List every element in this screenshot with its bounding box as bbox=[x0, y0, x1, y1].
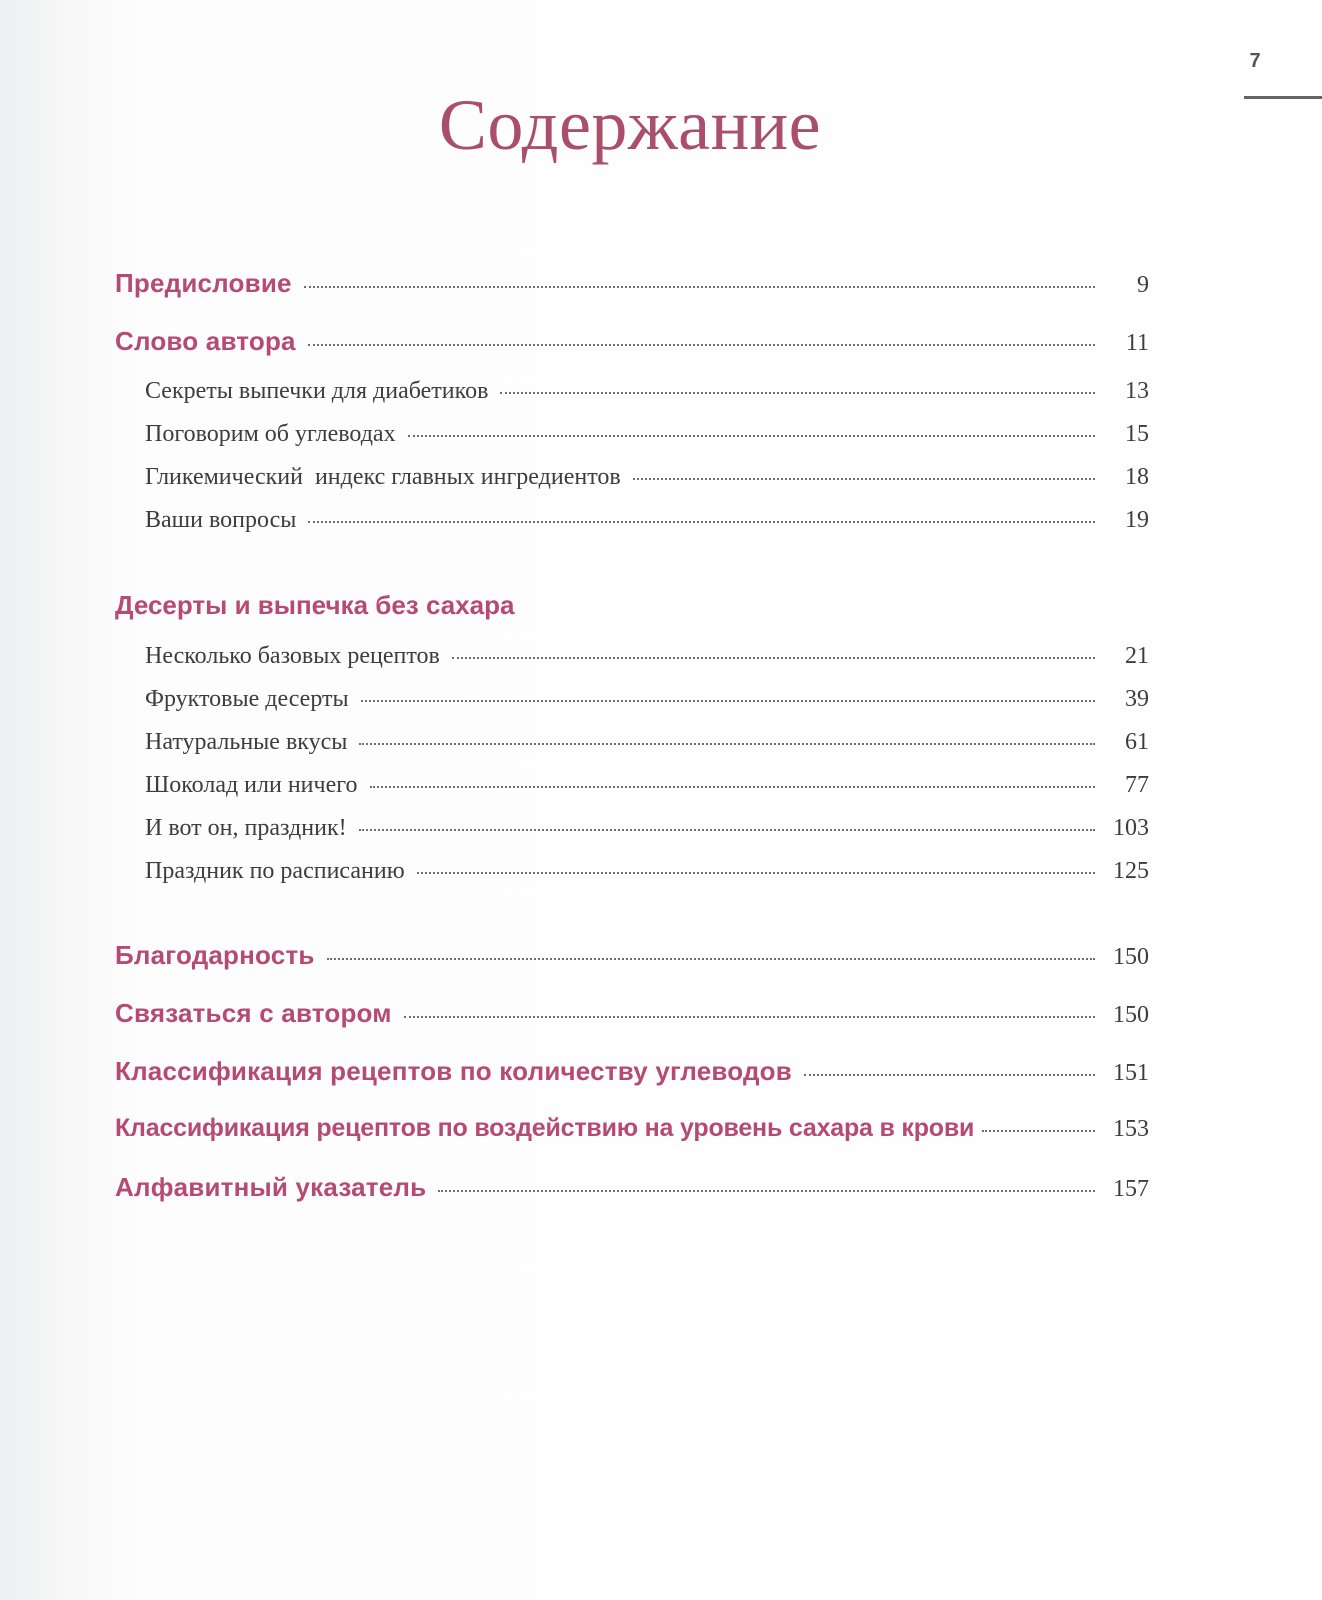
toc-page-number: 21 bbox=[1125, 643, 1149, 669]
toc-entry-label: Слово автора bbox=[115, 326, 296, 356]
toc-entry-sekrety[interactable] bbox=[115, 378, 1149, 405]
toc-dot-leader bbox=[404, 1016, 1095, 1018]
toc-entry-fruktovye[interactable] bbox=[115, 686, 1149, 713]
toc-entry-label: Поговорим об углеводах bbox=[145, 421, 396, 447]
toc-page-number: 15 bbox=[1125, 421, 1149, 447]
toc-dot-leader bbox=[359, 743, 1095, 745]
toc-entry-blagodarnost[interactable] bbox=[115, 940, 1149, 971]
toc-page-number: 11 bbox=[1125, 330, 1149, 356]
toc-dot-leader bbox=[633, 478, 1095, 480]
toc-entry-label: Ваши вопросы bbox=[145, 507, 297, 533]
toc-section-heading-deserty[interactable] bbox=[115, 590, 1149, 621]
toc-entry-label: И вот он, праздник! bbox=[145, 815, 347, 841]
toc-dot-leader bbox=[804, 1074, 1095, 1076]
toc-dot-leader bbox=[982, 1130, 1095, 1132]
toc-entry-label: Предисловие bbox=[115, 268, 292, 298]
toc-entry-label: Праздник по расписанию bbox=[145, 858, 405, 884]
toc-entry-label: Алфавитный указатель bbox=[115, 1172, 427, 1202]
toc-page-number: 157 bbox=[1113, 1176, 1149, 1202]
toc-page-number: 125 bbox=[1113, 858, 1149, 884]
toc-entry-shokolad[interactable] bbox=[115, 772, 1149, 799]
toc-entry-label: Фруктовые десерты bbox=[145, 686, 349, 712]
toc-entry-bazovye[interactable] bbox=[115, 643, 1149, 670]
toc-dot-leader bbox=[361, 700, 1095, 702]
toc-entry-label: Классификация рецептов по воздействию на уровень сахара в крови bbox=[115, 1114, 975, 1142]
toc-entry-label: Связаться с автором bbox=[115, 998, 392, 1028]
toc-dot-leader bbox=[438, 1190, 1095, 1192]
toc-entry-predislovie[interactable] bbox=[115, 268, 1149, 299]
toc-entry-label: Несколько базовых рецептов bbox=[145, 643, 440, 669]
toc-page-number: 103 bbox=[1113, 815, 1149, 841]
toc-page-number: 150 bbox=[1113, 1002, 1149, 1028]
toc-page-number: 61 bbox=[1125, 729, 1149, 755]
toc-entry-svyazatsya[interactable] bbox=[115, 998, 1149, 1029]
page-title: Содержание bbox=[438, 85, 822, 165]
toc-dot-leader bbox=[417, 872, 1095, 874]
toc-entry-naturalnye[interactable] bbox=[115, 729, 1149, 756]
toc-dot-leader bbox=[308, 521, 1095, 523]
page-number: 7 bbox=[1249, 50, 1261, 72]
toc-dot-leader bbox=[370, 786, 1096, 788]
toc-page-number: 77 bbox=[1125, 772, 1149, 798]
toc-page-number: 150 bbox=[1113, 944, 1149, 970]
toc-entry-slovo-avtora[interactable] bbox=[115, 326, 1149, 357]
toc-entry-raspisanie[interactable] bbox=[115, 858, 1149, 885]
toc-page-number: 39 bbox=[1125, 686, 1149, 712]
toc-dot-leader bbox=[452, 657, 1095, 659]
toc-entry-label: Шоколад или ничего bbox=[145, 772, 358, 798]
toc-entry-klassifikaciya-uglevody[interactable] bbox=[115, 1056, 1149, 1087]
toc-page-number: 13 bbox=[1125, 378, 1149, 404]
toc-entry-label: Благодарность bbox=[115, 940, 315, 970]
toc-dot-leader bbox=[359, 829, 1095, 831]
toc-entry-label: Секреты выпечки для диабетиков bbox=[145, 378, 489, 404]
toc-page-number: 153 bbox=[1113, 1116, 1149, 1142]
toc-entry-ukazatel[interactable] bbox=[115, 1172, 1149, 1203]
toc-dot-leader bbox=[500, 392, 1095, 394]
toc-dot-leader bbox=[304, 286, 1095, 288]
toc-page-number: 19 bbox=[1125, 507, 1149, 533]
toc-entry-klassifikaciya-sahar[interactable] bbox=[115, 1114, 1149, 1143]
toc-entry-prazdnik[interactable] bbox=[115, 815, 1149, 842]
toc-page-number: 9 bbox=[1137, 272, 1149, 298]
toc-dot-leader bbox=[327, 958, 1095, 960]
toc-entry-label: Гликемический индекс главных ингредиентов bbox=[145, 464, 621, 490]
toc-entry-label: Натуральные вкусы bbox=[145, 729, 348, 755]
toc-dot-leader bbox=[408, 435, 1095, 437]
toc-page-number: 151 bbox=[1113, 1060, 1149, 1086]
toc-section-heading-label: Десерты и выпечка без сахара bbox=[115, 590, 515, 620]
toc-entry-label: Классификация рецептов по количеству углеводов bbox=[115, 1056, 792, 1086]
toc-dot-leader bbox=[308, 344, 1095, 346]
toc-entry-pogovorim[interactable] bbox=[115, 421, 1149, 448]
toc-entry-glikemicheskiy[interactable] bbox=[115, 464, 1149, 491]
toc-page-number: 18 bbox=[1125, 464, 1149, 490]
toc-entry-voprosy[interactable] bbox=[115, 507, 1149, 534]
